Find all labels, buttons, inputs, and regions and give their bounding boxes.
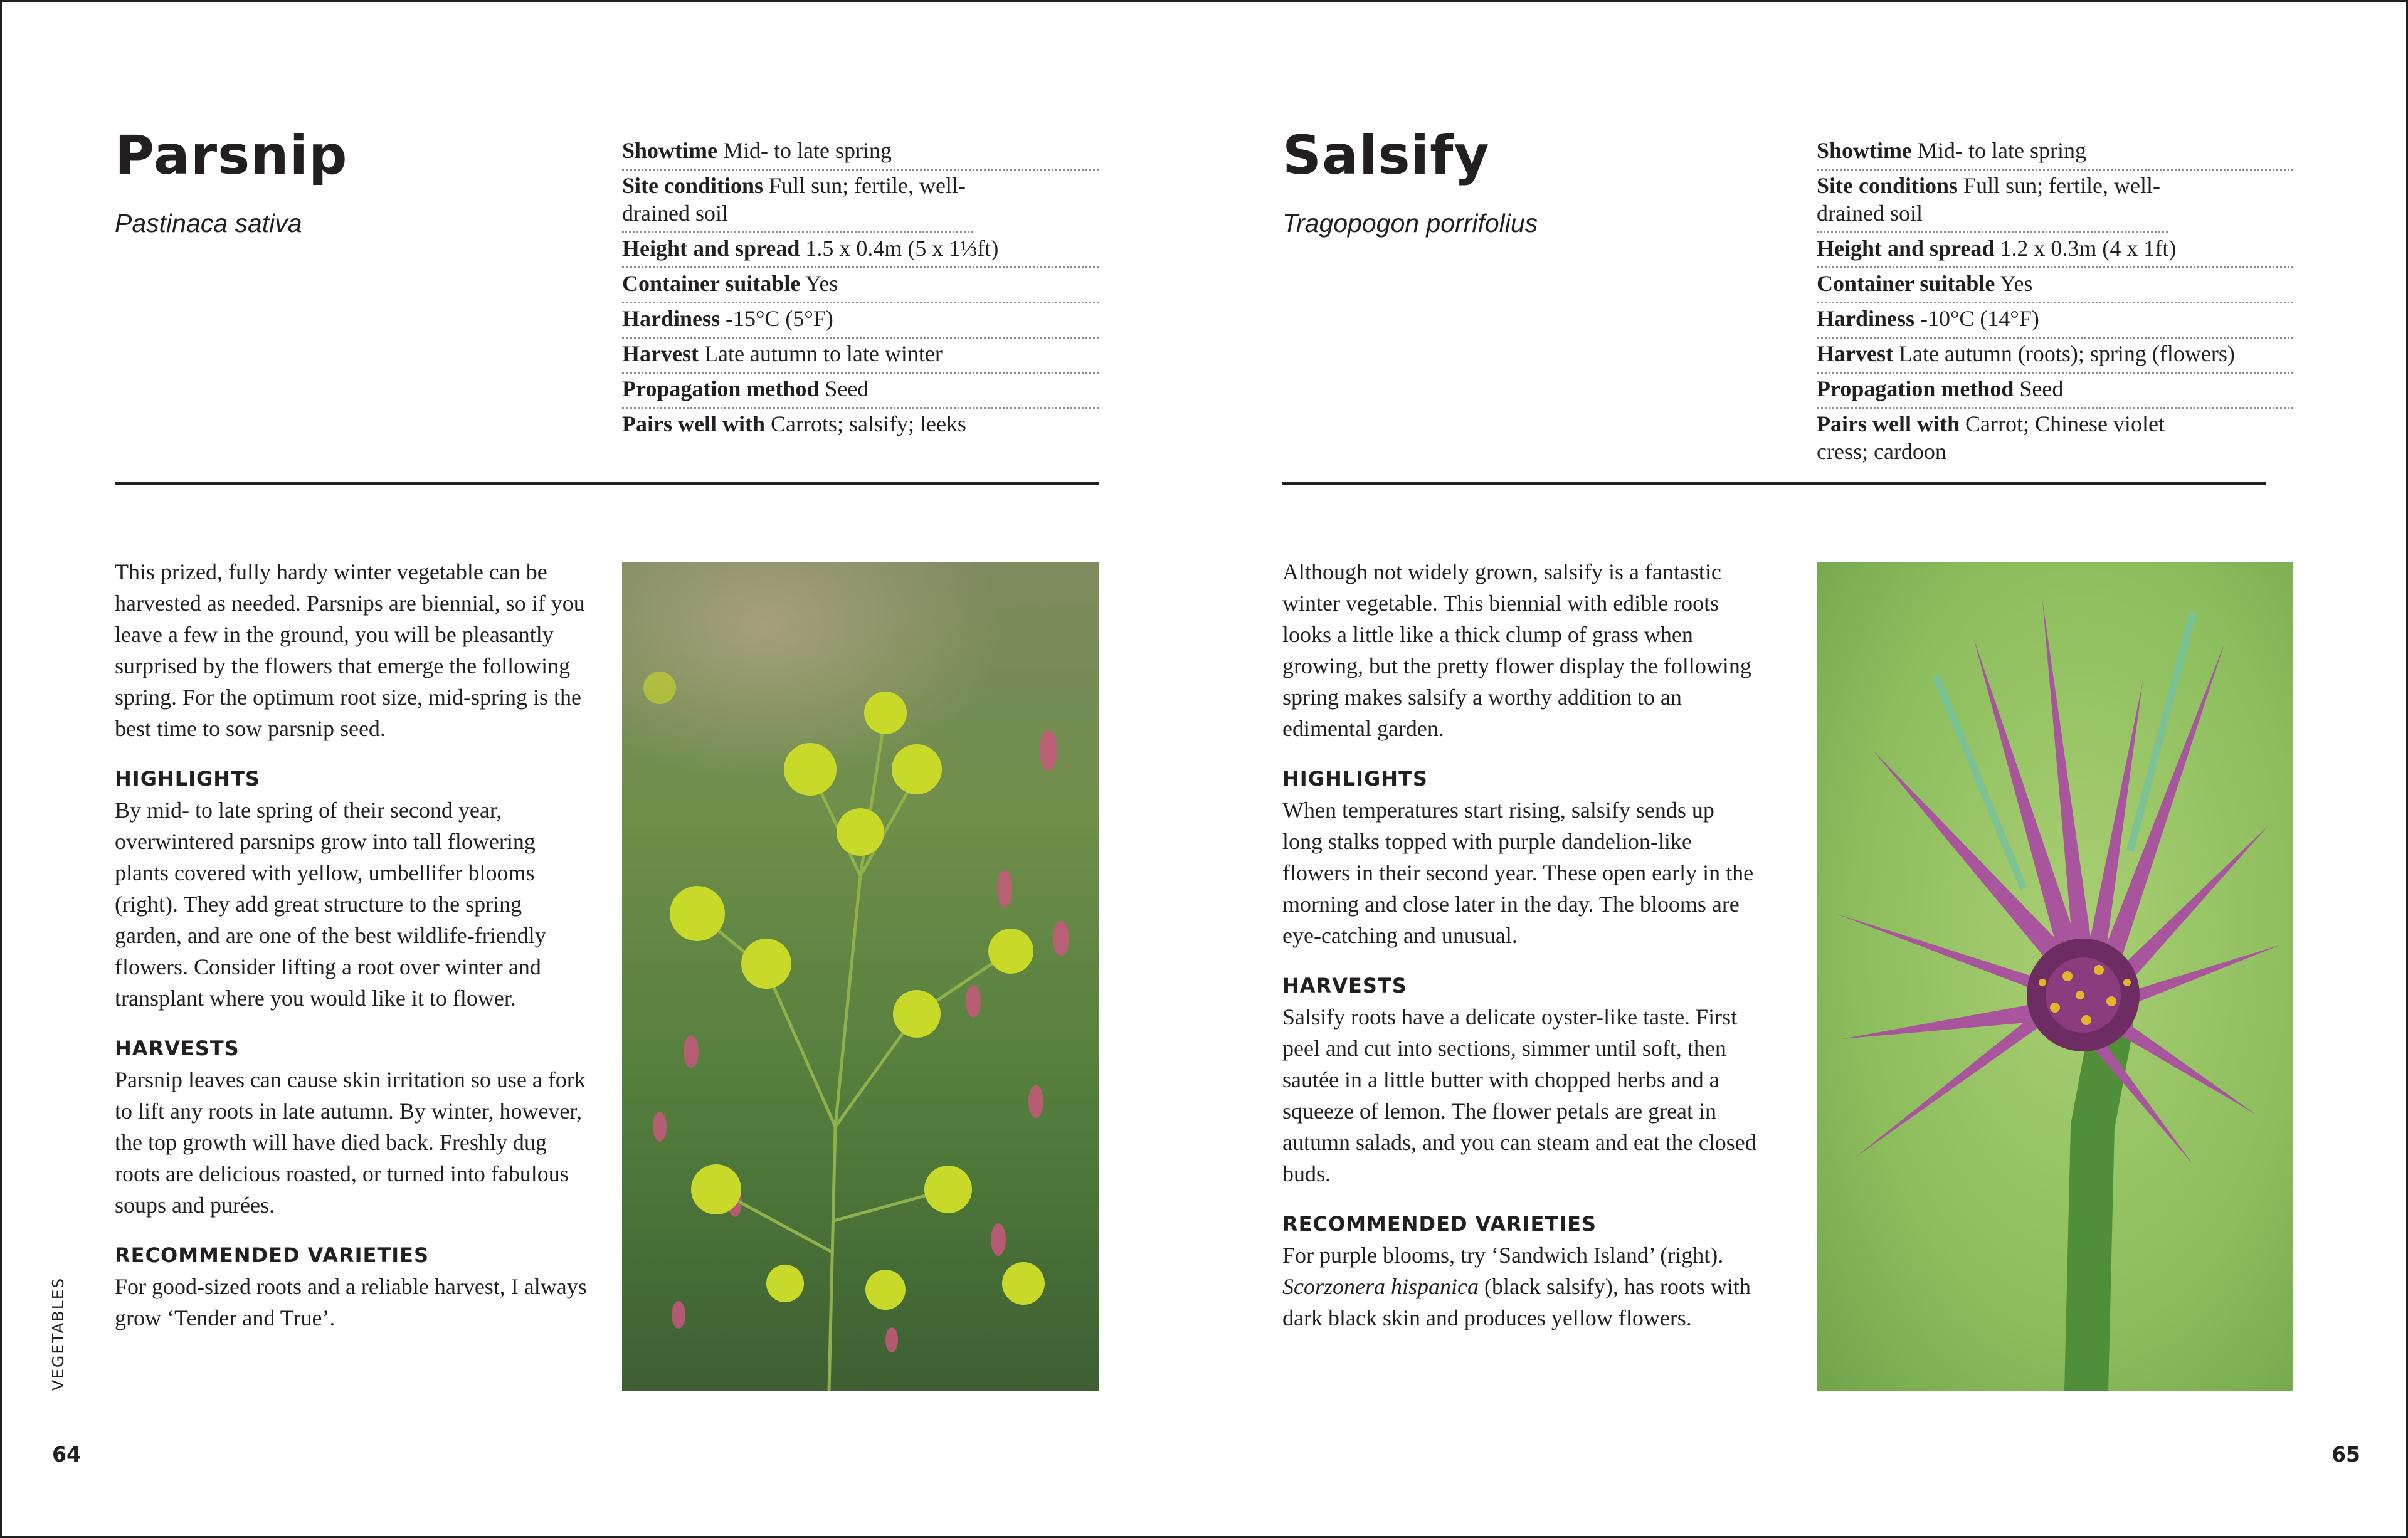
body-text-column — [1282, 556, 1759, 1352]
fact-key: Container suitable — [1817, 271, 1995, 296]
latin-name: Pastinaca sativa — [115, 209, 302, 238]
latin-name: Tragopogon porrifolius — [1282, 209, 1538, 238]
section-heading-highlights: HIGHLIGHTS — [115, 767, 260, 791]
fact-value: Mid- to late spring — [723, 138, 892, 163]
fact-key: Propagation method — [1817, 376, 2014, 401]
fact-value: Full sun; fertile, well-drained soil — [622, 173, 966, 226]
section-text-varieties — [1282, 1240, 1759, 1334]
fact-key: Height and spread — [1817, 236, 1995, 261]
body-text-column — [115, 556, 591, 1352]
fact-value: -15°C (5°F) — [726, 306, 833, 331]
varieties-text-end: (black salsify), has roots with dark black skin and produces yellow flowers. — [1282, 1274, 1751, 1330]
page-number: 64 — [52, 1442, 81, 1467]
parsnip-flower-photo — [622, 562, 1099, 1391]
fact-key: Showtime — [1817, 138, 1912, 163]
fact-key: Height and spread — [622, 236, 800, 261]
running-head-text: VEGETABLES — [49, 1277, 67, 1391]
fact-key: Pairs well with — [622, 411, 765, 436]
fact-value: 1.5 x 0.4m (5 x 1⅓ft) — [805, 236, 999, 261]
fact-key: Hardiness — [1817, 306, 1915, 331]
fact-key: Harvest — [622, 341, 699, 366]
salsify-flower-illustration — [1817, 562, 2293, 1391]
intro-paragraph: Although not widely grown, salsify is a fantastic winter vegetable. This biennial with edible roots looks a little like a thick clump of grass when growing, but the pretty flower display the following spring makes salsify a worthy addition to an edimental garden. — [1282, 559, 1751, 741]
running-head — [49, 1277, 67, 1391]
fact-row — [1817, 268, 2293, 303]
parsnip-flower-illustration — [622, 562, 1099, 1391]
fact-row — [622, 303, 1099, 339]
fact-row — [1817, 339, 2293, 374]
section-text-highlights: By mid- to late spring of their second year, overwintered parsnips grow into tall flowering plants covered with yellow, umbellifer blooms (right). They add great structure to the spring garden, and are one of the best wildlife-friendly flowers. Consider lifting a root over winter and transplant where you would like it to flower. — [115, 798, 546, 1011]
fact-key: Propagation method — [622, 376, 820, 401]
section-divider — [1282, 482, 2266, 485]
intro-paragraph: This prized, fully hardy winter vegetable can be harvested as needed. Parsnips are biennial, so if you leave a few in the ground, you will be pleasantly surprised by the flowers that emerge the following spring. For the optimum root size, mid-spring is the best time to sow parsnip seed. — [115, 559, 585, 741]
section-text-highlights: When temperatures start rising, salsify sends up long stalks topped with purple dandelion-like flowers in their second year. These open early in the morning and close later in the day. The blooms are eye-catching and unusual. — [1282, 798, 1754, 948]
fact-row — [1817, 409, 2205, 470]
section-heading-harvests: HARVESTS — [1282, 974, 1407, 998]
fact-value: Late autumn to late winter — [704, 341, 943, 366]
fact-value: Yes — [805, 271, 838, 296]
section-heading-harvests: HARVESTS — [115, 1036, 240, 1060]
fact-key: Site conditions — [622, 173, 764, 198]
section-heading-varieties: RECOMMENDED VARIETIES — [115, 1243, 430, 1267]
fact-value: Full sun; fertile, well-drained soil — [1817, 173, 2160, 226]
varieties-italic-species: Scorzonera hispanica — [1282, 1274, 1479, 1299]
section-text-harvests: Salsify roots have a delicate oyster-like taste. First peel and cut into sections, simmer until soft, then sautée in a little butter with chopped herbs and a squeeze of lemon. The flower petals are great in autumn salads, and you can steam and eat the closed buds. — [1282, 1004, 1756, 1186]
fact-row — [622, 339, 1099, 374]
section-heading-highlights: HIGHLIGHTS — [1282, 767, 1428, 791]
page-title: Salsify — [1282, 124, 1490, 187]
fact-value: Seed — [825, 376, 869, 401]
salsify-flower-photo — [1817, 562, 2293, 1391]
fact-box — [1817, 135, 2293, 470]
fact-row — [1817, 233, 2293, 268]
fact-row — [622, 374, 1099, 409]
section-heading-varieties: RECOMMENDED VARIETIES — [1282, 1212, 1597, 1236]
fact-row — [622, 409, 1099, 442]
fact-value: Yes — [2000, 271, 2033, 296]
fact-key: Showtime — [622, 138, 717, 163]
fact-key: Hardiness — [622, 306, 721, 331]
page-number: 65 — [2331, 1442, 2360, 1467]
fact-row — [1817, 135, 2293, 171]
fact-key: Container suitable — [622, 271, 801, 296]
section-text-harvests: Parsnip leaves can cause skin irritation so use a fork to lift any roots in late autumn. By winter, however, the top growth will have died back. Freshly dug roots are delicious roasted, or turned into fabulous soups and purées. — [115, 1067, 586, 1218]
fact-key: Harvest — [1817, 341, 1893, 366]
fact-row — [1817, 171, 2168, 233]
fact-value: 1.2 x 0.3m (4 x 1ft) — [2000, 236, 2177, 261]
fact-value: Seed — [2019, 376, 2064, 401]
page-right — [1204, 0, 2408, 1538]
page-title: Parsnip — [115, 124, 348, 187]
fact-value: Mid- to late spring — [1918, 138, 2086, 163]
varieties-text-start: For purple blooms, try ‘Sandwich Island’ (right). — [1282, 1243, 1724, 1268]
fact-row — [622, 135, 1099, 171]
fact-value: Carrot; Chinese violet cress; cardoon — [1817, 411, 2165, 464]
fact-row — [622, 268, 1099, 303]
fact-key: Site conditions — [1817, 173, 1958, 198]
fact-row — [1817, 303, 2293, 339]
fact-row — [1817, 374, 2293, 409]
fact-box — [622, 135, 1099, 442]
fact-value: Carrots; salsify; leeks — [770, 411, 966, 436]
fact-row — [622, 171, 973, 233]
fact-value: -10°C (14°F) — [1920, 306, 2039, 331]
fact-key: Pairs well with — [1817, 411, 1960, 436]
fact-row — [622, 233, 1099, 268]
fact-value: Late autumn (roots); spring (flowers) — [1898, 341, 2235, 366]
section-text-varieties: For good-sized roots and a reliable harvest, I always grow ‘Tender and True’. — [115, 1274, 587, 1330]
section-divider — [115, 482, 1099, 485]
